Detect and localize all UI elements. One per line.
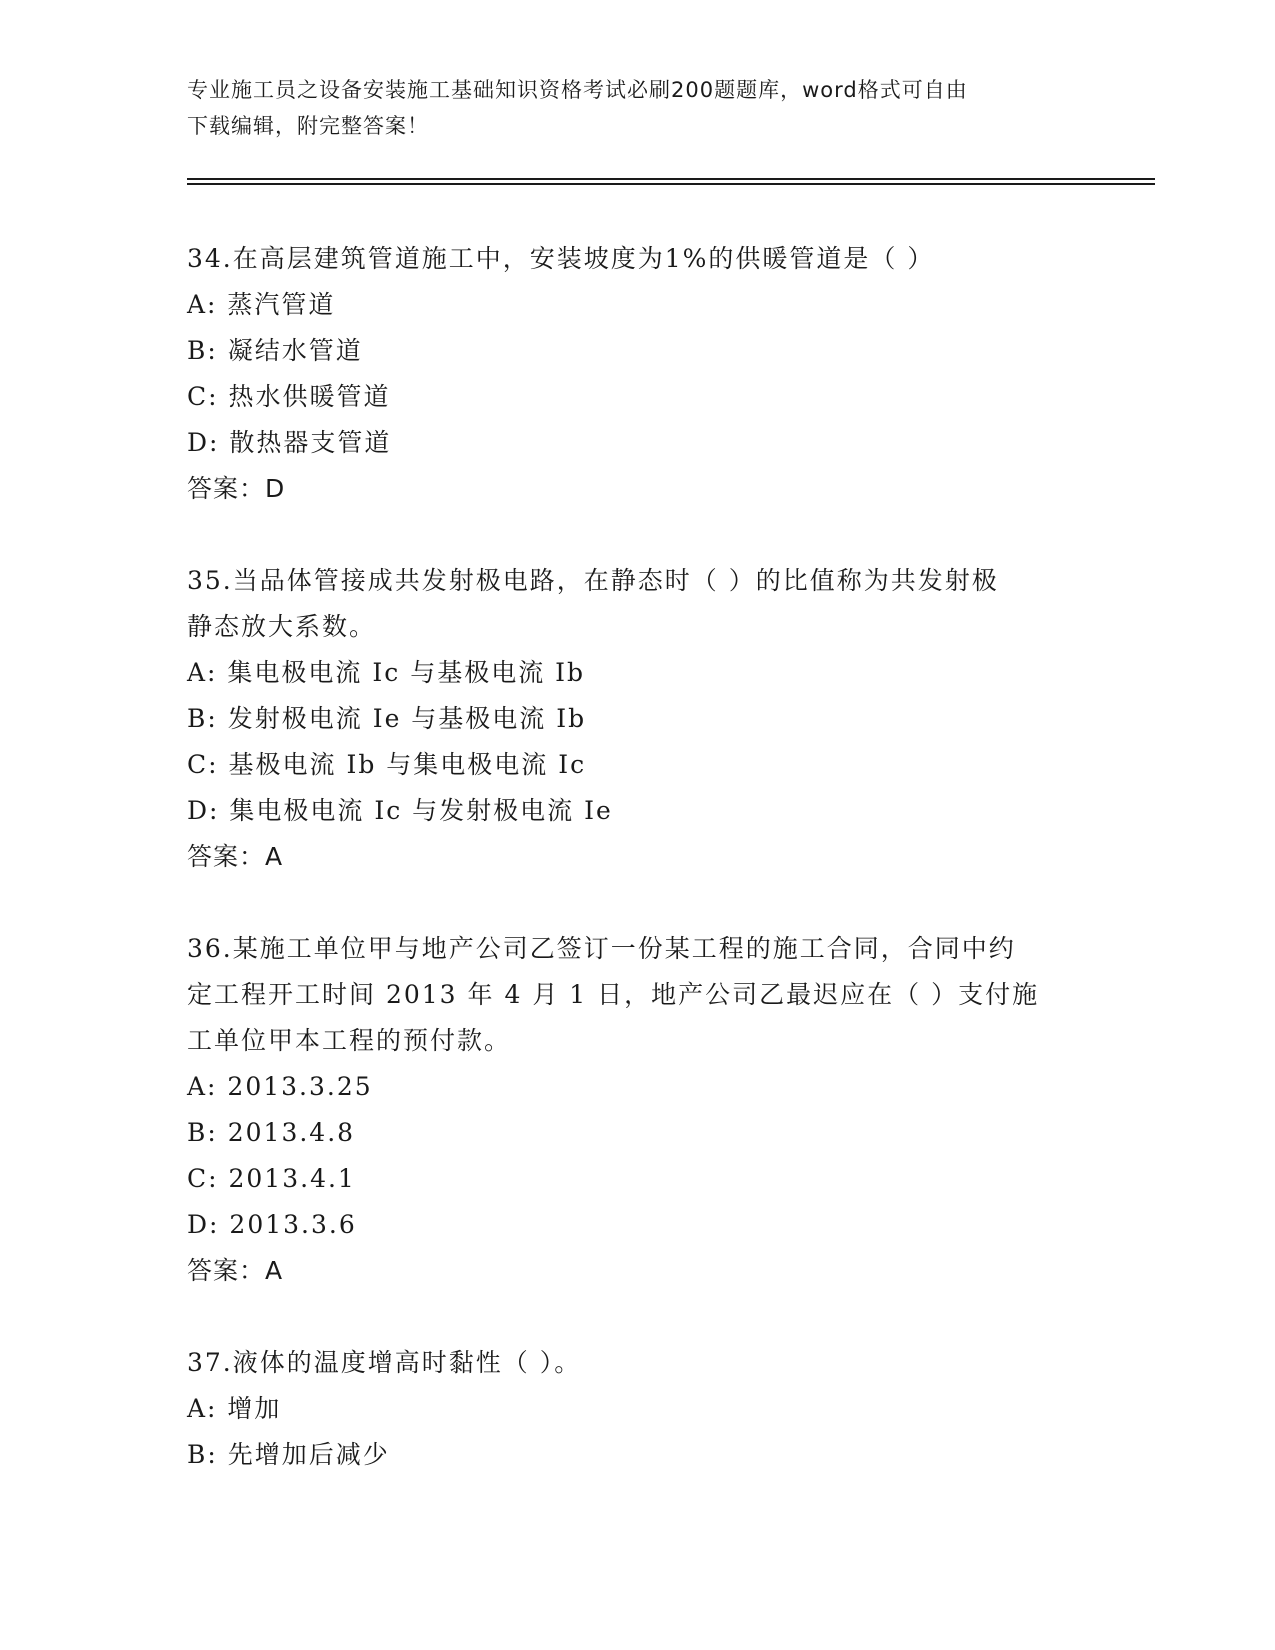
document-header <box>187 72 1087 144</box>
option-d: D: 散热器支管道 <box>187 428 392 457</box>
option-d: D: 2013.3.6 <box>187 1210 357 1239</box>
question-stem-line-3: 工单位甲本工程的预付款。 <box>187 1026 512 1055</box>
option-b: B: 先增加后减少 <box>187 1440 390 1469</box>
header-line-1: 专业施工员之设备安装施工基础知识资格考试必刷200题题库，word格式可自由 <box>187 78 968 102</box>
question-34 <box>187 236 1087 512</box>
header-line-2: 下载编辑，附完整答案！ <box>187 114 429 138</box>
question-stem: 37.液体的温度增高时黏性（ ）。 <box>187 1348 582 1377</box>
option-c: C: 2013.4.1 <box>187 1164 356 1193</box>
answer: 答案：A <box>187 1256 284 1285</box>
option-a: A: 蒸汽管道 <box>187 290 336 319</box>
option-b: B: 发射极电流 Ie 与基极电流 Ib <box>187 704 587 733</box>
option-c: C: 热水供暖管道 <box>187 382 391 411</box>
question-37 <box>187 1340 1087 1478</box>
question-stem-line-1: 36.某施工单位甲与地产公司乙签订一份某工程的施工合同，合同中约 <box>187 934 1016 963</box>
header-rule-top <box>187 178 1155 180</box>
question-stem-line-1: 35.当品体管接成共发射极电路，在静态时（ ）的比值称为共发射极 <box>187 566 999 595</box>
option-d: D: 集电极电流 Ic 与发射极电流 Ie <box>187 796 613 825</box>
option-b: B: 凝结水管道 <box>187 336 363 365</box>
question-stem-line-2: 定工程开工时间 2013 年 4 月 1 日，地产公司乙最迟应在（ ）支付施 <box>187 980 1040 1009</box>
answer: 答案：D <box>187 474 286 503</box>
question-stem-line-2: 静态放大系数。 <box>187 612 377 641</box>
question-36 <box>187 926 1087 1294</box>
option-a: A: 集电极电流 Ic 与基极电流 Ib <box>187 658 586 687</box>
option-b: B: 2013.4.8 <box>187 1118 356 1147</box>
option-c: C: 基极电流 Ib 与集电极电流 Ic <box>187 750 587 779</box>
option-a: A: 2013.3.25 <box>187 1072 373 1101</box>
header-rule-bottom <box>187 183 1155 185</box>
answer: 答案：A <box>187 842 284 871</box>
question-stem: 34.在高层建筑管道施工中，安装坡度为1%的供暖管道是（ ） <box>187 244 935 273</box>
question-35 <box>187 558 1087 880</box>
question-list <box>187 236 1087 1524</box>
option-a: A: 增加 <box>187 1394 282 1423</box>
